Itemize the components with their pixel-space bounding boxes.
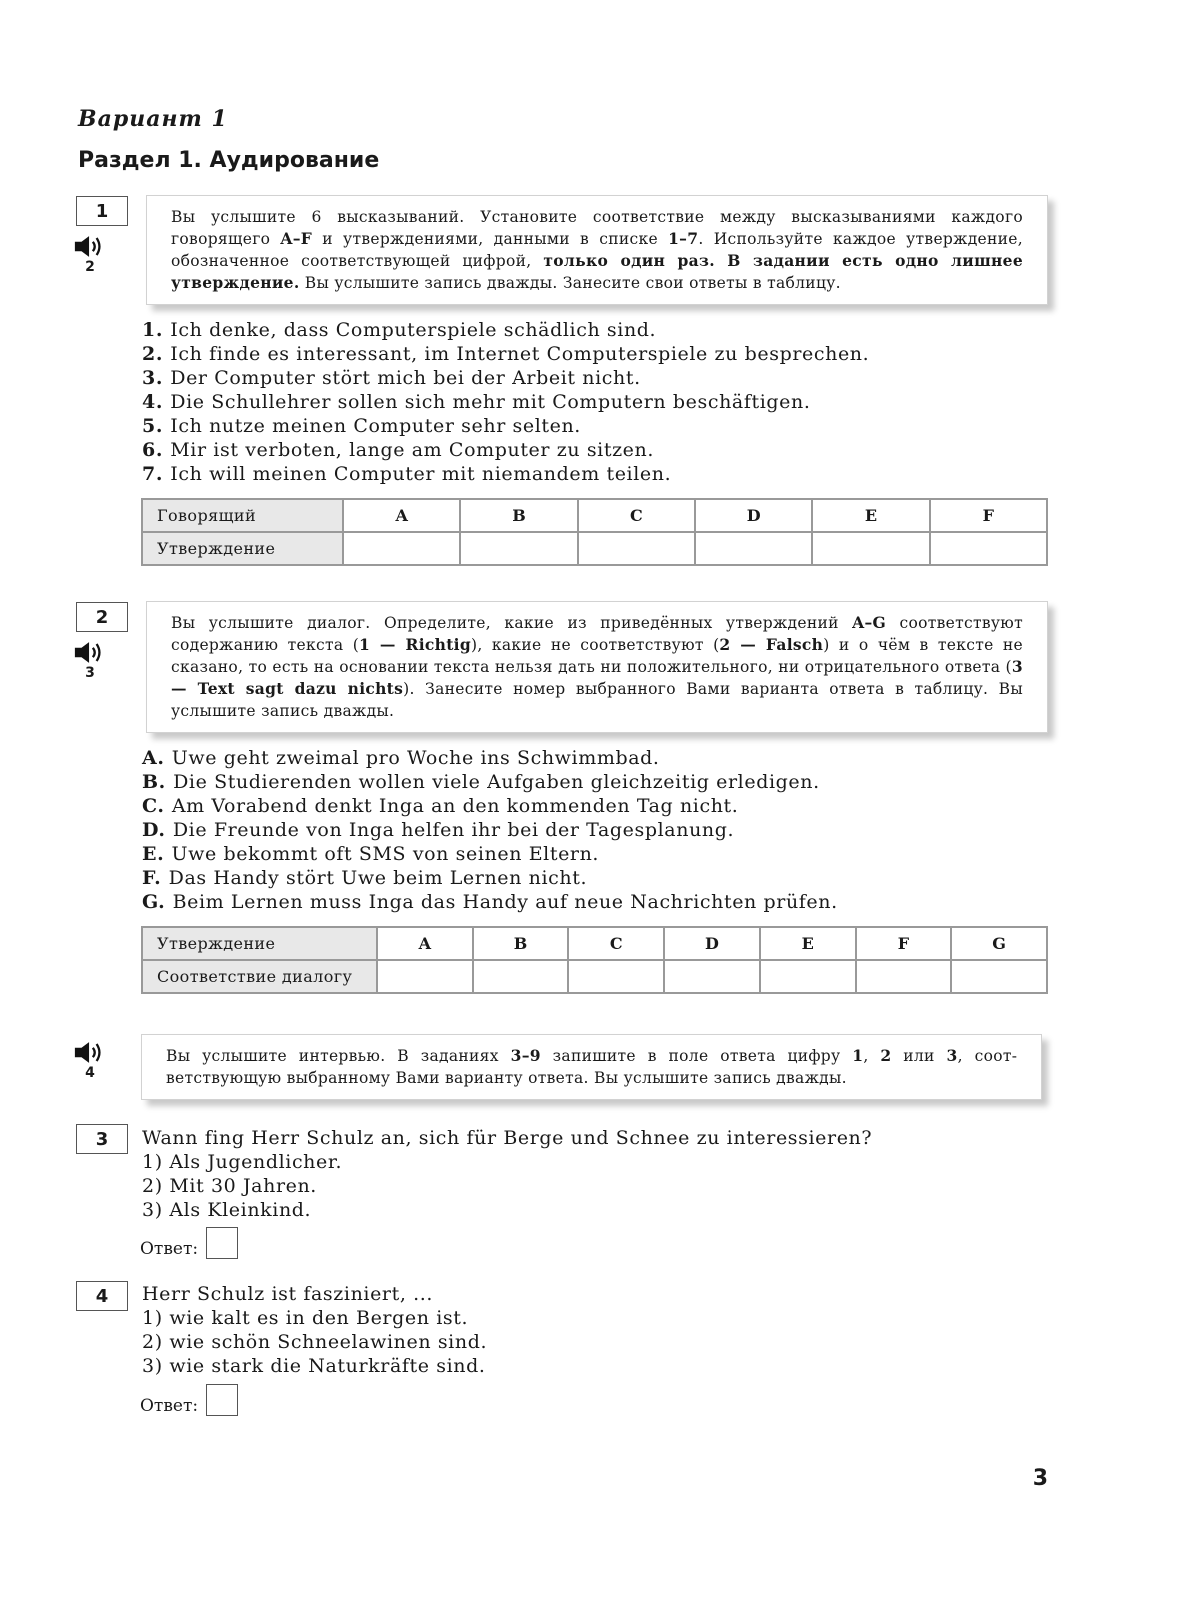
task-3-answer (140, 1227, 238, 1259)
table-row-label: Утверждение (142, 532, 343, 565)
table-header-cell: E (760, 927, 856, 960)
table-header-cell: C (568, 927, 664, 960)
instruction-text: Вы услышите запись дважды. Занесите свои ответы в таблицу. (299, 274, 841, 292)
interview-audio[interactable] (72, 1040, 108, 1081)
answer-cell[interactable] (951, 960, 1047, 993)
list-item (142, 414, 869, 438)
list-item-text: Uwe bekommt oft SMS von seinen Eltern. (171, 843, 600, 865)
answer-cell[interactable] (930, 532, 1047, 565)
option-3: 3) Als Kleinkind. (142, 1199, 312, 1221)
list-item-key: 2. (142, 343, 171, 365)
table-header-cell: D (664, 927, 760, 960)
list-item (142, 366, 869, 390)
variant-title: Вариант 1 (78, 106, 228, 132)
speaker-icon (73, 234, 107, 259)
instruction-text: и утверждениями, данными в списке (312, 230, 669, 248)
answer-label: Ответ: (140, 1239, 199, 1259)
table-row-label: Утверждение (142, 927, 377, 960)
answer-cell[interactable] (343, 532, 460, 565)
list-item (142, 342, 869, 366)
list-item-key: F. (142, 867, 169, 889)
answer-cell[interactable] (473, 960, 569, 993)
answer-cell[interactable] (377, 960, 473, 993)
list-item-key: 3. (142, 367, 171, 389)
task-1-track-number: 2 (85, 259, 95, 275)
task-4-question-block (142, 1282, 487, 1378)
answer-cell[interactable] (856, 960, 952, 993)
list-item-text: Das Handy stört Uwe beim Lernen nicht. (168, 867, 588, 889)
list-item-key: E. (142, 843, 172, 865)
list-item-key: 5. (142, 415, 171, 437)
option-1: 1) Als Jugendlicher. (142, 1151, 343, 1173)
table-header-cell: B (460, 499, 577, 532)
list-item (142, 866, 838, 890)
instruction-text: , (863, 1047, 881, 1065)
list-item (142, 746, 838, 770)
interview-track-number: 4 (85, 1065, 95, 1081)
task-4-number: 4 (76, 1281, 128, 1311)
list-item-text: Der Computer stört mich bei der Arbeit nicht. (170, 367, 641, 389)
option-1: 1) wie kalt es in den Bergen ist. (142, 1307, 469, 1329)
table-header-cell: F (856, 927, 952, 960)
task-4-answer (140, 1384, 238, 1416)
task-2-track-number: 3 (85, 665, 95, 681)
option-2: 2) Mit 30 Jahren. (142, 1175, 317, 1197)
table-row (142, 499, 1047, 532)
table-header-cell: G (951, 927, 1047, 960)
list-item-key: 7. (142, 463, 171, 485)
table-row (142, 960, 1047, 993)
table-row-label: Соответствие диалогу (142, 960, 377, 993)
list-item-text: Die Studierenden wollen viele Aufgaben gleichzeitig erledigen. (173, 771, 820, 793)
list-item-text: Ich denke, dass Computerspiele schädlich sind. (170, 319, 657, 341)
answer-cell[interactable] (695, 532, 812, 565)
list-item-key: D. (142, 819, 173, 841)
task-1-number: 1 (76, 196, 128, 226)
list-item-text: Am Vorabend denkt Inga an den kommenden Tag nicht. (171, 795, 739, 817)
instruction-text: запишите в поле ответа цифру (540, 1047, 853, 1065)
task-2-audio[interactable] (72, 640, 108, 681)
table-row (142, 532, 1047, 565)
answer-box[interactable] (206, 1384, 238, 1416)
table-header-cell: F (930, 499, 1047, 532)
list-item (142, 890, 838, 914)
instruction-text: соответствуют содержанию текста ( (171, 614, 1023, 654)
table-header-cell: D (695, 499, 812, 532)
answer-cell[interactable] (760, 960, 856, 993)
table-header-cell: B (473, 927, 569, 960)
instruction-text: или (891, 1047, 947, 1065)
list-item-key: 4. (142, 391, 171, 413)
answer-cell[interactable] (664, 960, 760, 993)
instruction-text: Вы услышите 6 высказываний. Установите соответствие между высказываниями каждого говорящего (171, 208, 1023, 248)
instruction-emphasis: A–F (280, 229, 313, 248)
list-item-key: C. (142, 795, 172, 817)
task-2-statements (142, 746, 838, 914)
list-item (142, 438, 869, 462)
speaker-icon (73, 1040, 107, 1065)
list-item (142, 390, 869, 414)
instruction-emphasis: 1 (852, 1046, 864, 1065)
instruction-text: ). Занесите номер выбранного Вами варианта ответа в таблицу. Вы услышите запись дважды. (171, 680, 1023, 720)
instruction-text: , соответствующую выбранному Вами варианту ответа. Вы услышите запись дважды. (166, 1047, 1017, 1087)
task-1-instructions (146, 195, 1048, 305)
task-3-question-block (142, 1126, 872, 1222)
list-item-text: Mir ist verboten, lange am Computer zu sitzen. (170, 439, 655, 461)
list-item-text: Ich will meinen Computer mit niemandem teilen. (170, 463, 672, 485)
list-item (142, 318, 869, 342)
option-2: 2) wie schön Schneelawinen sind. (142, 1331, 488, 1353)
instruction-emphasis: 1–7 (668, 229, 699, 248)
list-item-text: Die Freunde von Inga helfen ihr bei der Tagesplanung. (172, 819, 735, 841)
task-2-answer-table (141, 926, 1048, 994)
instruction-text: Вы услышите диалог. Определите, какие из приведённых утверждений (171, 614, 853, 632)
answer-cell[interactable] (578, 532, 695, 565)
list-item-text: Ich finde es interessant, im Internet Computerspiele zu besprechen. (170, 343, 870, 365)
table-header-cell: A (377, 927, 473, 960)
answer-box[interactable] (206, 1227, 238, 1259)
task-1-statements (142, 318, 869, 486)
list-item-text: Ich nutze meinen Computer sehr selten. (170, 415, 581, 437)
question-text: Herr Schulz ist fasziniert, ... (142, 1283, 434, 1305)
list-item-key: 6. (142, 439, 171, 461)
instruction-emphasis: A–G (852, 613, 887, 632)
table-header-cell: C (578, 499, 695, 532)
task-1-audio[interactable] (72, 234, 108, 275)
list-item-key: 1. (142, 319, 171, 341)
instruction-emphasis: 3 (946, 1046, 958, 1065)
instruction-text: Вы услышите интервью. В заданиях (166, 1047, 511, 1065)
instruction-emphasis: 2 (880, 1046, 892, 1065)
answer-cell[interactable] (568, 960, 664, 993)
question-text: Wann fing Herr Schulz an, sich für Berge und Schnee zu interessieren? (142, 1127, 873, 1149)
page-number: 3 (1032, 1466, 1048, 1491)
instruction-text: ) и о чём в тексте не сказано, то есть на основании текста нельзя дать ни положительного, ни отрицательного ответа ( (171, 636, 1023, 676)
answer-label: Ответ: (140, 1396, 199, 1416)
list-item (142, 770, 838, 794)
table-row-label: Говорящий (142, 499, 343, 532)
option-3: 3) wie stark die Naturkräfte sind. (142, 1355, 486, 1377)
answer-cell[interactable] (812, 532, 929, 565)
speaker-icon (73, 640, 107, 665)
list-item (142, 842, 838, 866)
list-item (142, 794, 838, 818)
task-2-instructions (146, 601, 1048, 733)
list-item-key: A. (142, 747, 172, 769)
table-row (142, 927, 1047, 960)
list-item-text: Die Schullehrer sollen sich mehr mit Computern beschäftigen. (170, 391, 811, 413)
task-3-number: 3 (76, 1124, 128, 1154)
list-item-key: G. (142, 891, 173, 913)
list-item-text: Uwe geht zweimal pro Woche ins Schwimmbad. (171, 747, 660, 769)
instruction-emphasis: 3 — Text sagt dazu nichts (171, 657, 1023, 698)
interview-instructions (141, 1034, 1042, 1100)
instruction-emphasis: только один раз. В задании есть одно лишнее утверждение. (171, 251, 1024, 292)
list-item-text: Beim Lernen muss Inga das Handy auf neue Nachrichten prüfen. (172, 891, 838, 913)
table-header-cell: E (812, 499, 929, 532)
section-title: Раздел 1. Аудирование (78, 148, 380, 173)
task-2-number: 2 (76, 602, 128, 632)
instruction-emphasis: 2 — Falsch (719, 635, 824, 654)
instruction-text: . Используйте каждое утверждение, обозначенное соответствующей цифрой, (171, 230, 1023, 270)
list-item (142, 818, 838, 842)
list-item (142, 462, 869, 486)
table-header-cell: A (343, 499, 460, 532)
list-item-key: B. (142, 771, 174, 793)
instruction-emphasis: 1 — Richtig (359, 635, 471, 654)
answer-cell[interactable] (460, 532, 577, 565)
instruction-emphasis: 3–9 (510, 1046, 541, 1065)
instruction-text: ), какие не соответствуют ( (471, 636, 720, 654)
task-1-answer-table (141, 498, 1048, 566)
